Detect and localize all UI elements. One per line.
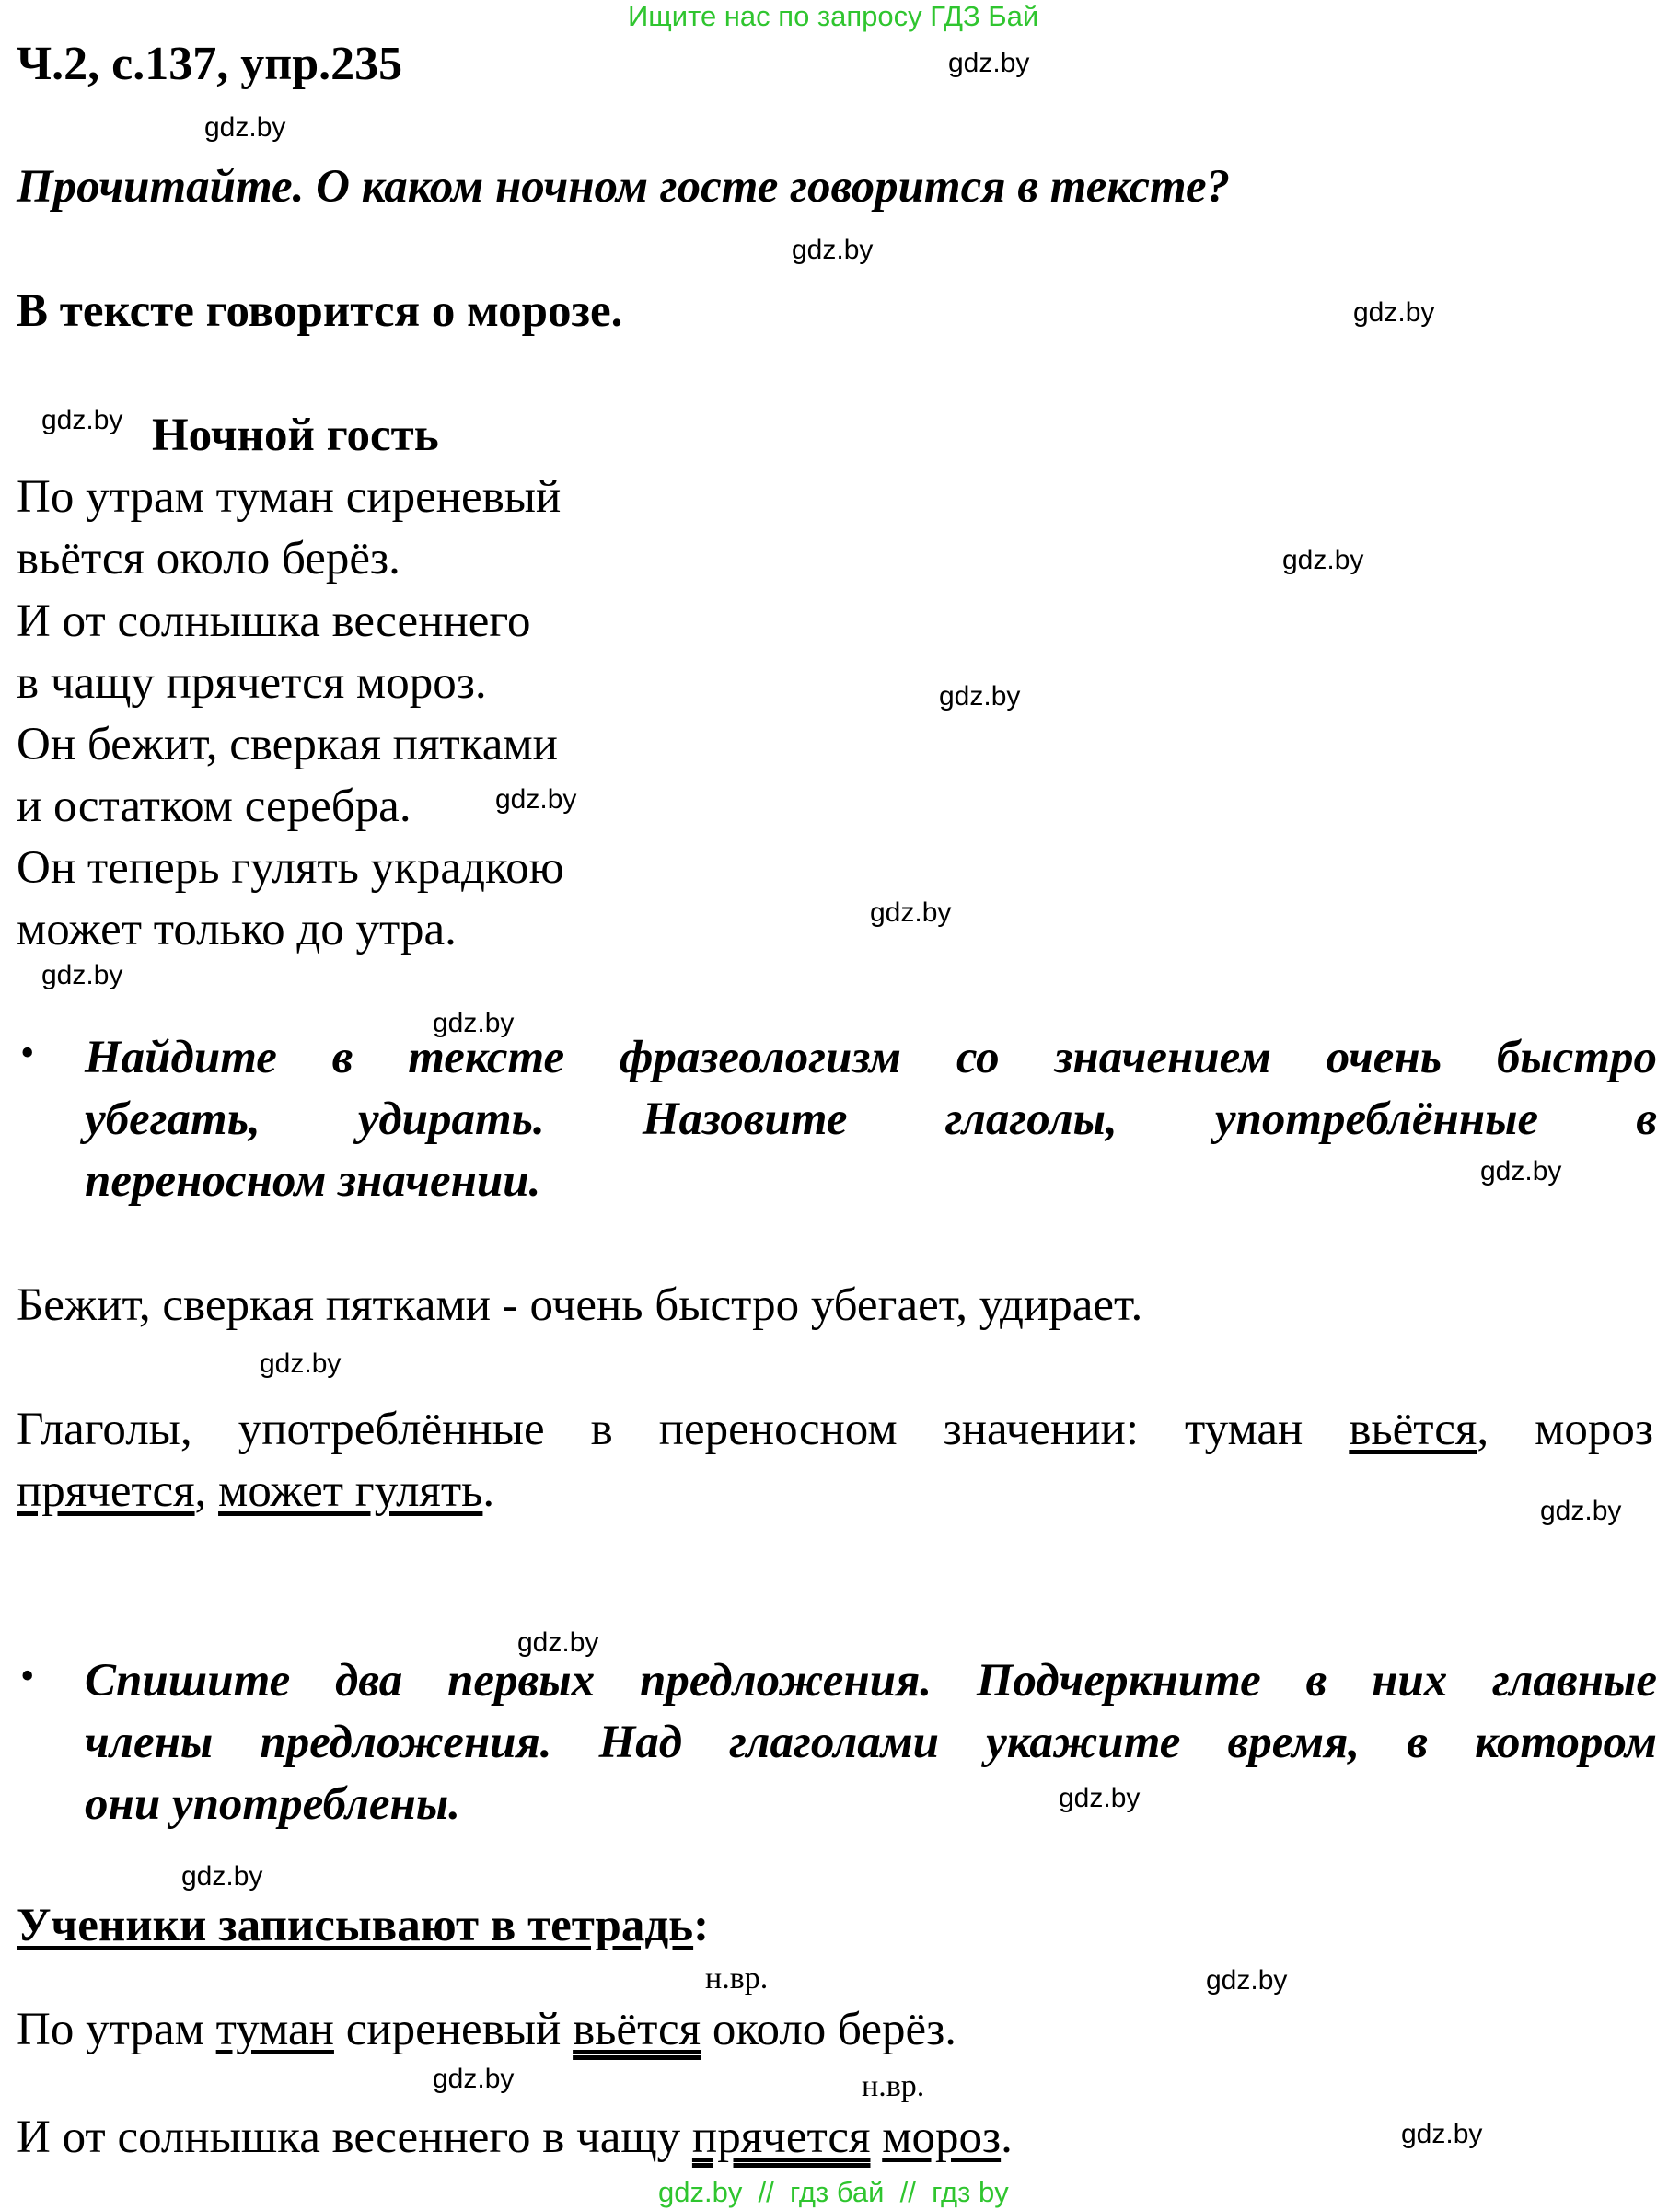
watermark: gdz.by: [1282, 545, 1364, 575]
watermark: gdz.by: [792, 235, 874, 265]
watermark: gdz.by: [204, 112, 286, 143]
heading-colon: :: [693, 1900, 710, 1951]
period: .: [482, 1465, 495, 1517]
subject: туман: [215, 2004, 334, 2055]
watermark: gdz.by: [181, 1861, 263, 1892]
watermark: gdz.by: [495, 784, 577, 815]
top-banner: Ищите нас по запросу ГДЗ Бай: [628, 0, 1039, 32]
watermark: gdz.by: [1540, 1496, 1622, 1526]
task-2-line: переносном значении.: [85, 1155, 541, 1207]
watermark: gdz.by: [1353, 297, 1435, 328]
watermark: gdz.by: [1206, 1965, 1288, 1996]
sentence-part: И от солнышка весеннего в чащу: [17, 2112, 692, 2163]
task-3-line: члены предложения. Над глаголами укажите время, в котором: [85, 1717, 1657, 1768]
poem-line: И от солнышка весеннего: [17, 596, 531, 647]
watermark: gdz.by: [41, 405, 123, 435]
sentence-part: сиреневый: [333, 2004, 574, 2055]
watermark: gdz.by: [41, 960, 123, 990]
sentence-2: [17, 2114, 1013, 2161]
watermark: gdz.by: [1480, 1156, 1562, 1186]
watermark: gdz.by: [433, 1008, 515, 1038]
task-3: [85, 1650, 1657, 1835]
bullet: •: [20, 1030, 35, 1075]
bullet: •: [20, 1653, 35, 1698]
task-3-line: Спишите два первых предложения. Подчеркните в них главные: [85, 1655, 1657, 1707]
poem-line: По утрам туман сиреневый: [17, 471, 562, 523]
poem-line: Он теперь гулять украдкою: [17, 842, 564, 894]
page-title: Ч.2, с.137, упр.235: [17, 38, 403, 90]
predicate: вьётся: [573, 2004, 701, 2055]
watermark: gdz.by: [1059, 1783, 1141, 1813]
answer-2-verbs: [17, 1406, 1653, 1453]
task-2-line: Найдите в тексте фразеологизм со значением очень быстро: [85, 1032, 1657, 1083]
answer-2-phraseologism: Бежит, сверкая пятками - очень быстро убегает, удирает.: [17, 1279, 1143, 1331]
tense-note: н.вр.: [862, 2069, 925, 2103]
watermark: gdz.by: [433, 2064, 515, 2094]
sentence-part: По утрам: [17, 2004, 216, 2055]
subject: мороз: [882, 2112, 1002, 2163]
heading-text: Ученики записывают в тетрадь: [17, 1900, 694, 1951]
verb-mozhet-gulyat: может гулять: [218, 1465, 483, 1517]
question-1: Прочитайте. О каком ночном госте говорится в тексте?: [17, 161, 1231, 213]
watermark: gdz.by: [260, 1348, 342, 1379]
tense-note: н.вр.: [705, 1961, 769, 1996]
watermark: gdz.by: [1401, 2119, 1483, 2149]
watermark: gdz.by: [517, 1627, 599, 1658]
poem-line: может только до утра.: [17, 904, 457, 955]
sentence-part: около берёз.: [701, 2004, 956, 2055]
watermark: gdz.by: [939, 681, 1021, 712]
verbs-intro: Глаголы, употреблённые в переносном значении: туман: [17, 1404, 1350, 1455]
answer-2-verbs-cont: [17, 1465, 495, 1517]
predicate: прячется: [691, 2112, 871, 2163]
task-3-line: они употреблены.: [85, 1778, 460, 1830]
poem-title: Ночной гость: [152, 410, 439, 461]
verb-pryachetsya: прячется: [17, 1465, 195, 1517]
poem-line: вьётся около берёз.: [17, 533, 400, 584]
sentence-1: [17, 2004, 956, 2055]
poem-line: Он бежит, сверкая пятками: [17, 719, 558, 770]
footer-links: gdz.by // гдз бай // гдз by: [658, 2176, 1009, 2208]
task-2: [85, 1027, 1657, 1212]
separator: , мороз: [1477, 1404, 1654, 1455]
separator: ,: [194, 1465, 219, 1517]
watermark: gdz.by: [948, 48, 1030, 78]
poem-line: в чащу прячется мороз.: [17, 657, 487, 709]
sentence-part: .: [1001, 2112, 1013, 2163]
poem-line: и остатком серебра.: [17, 781, 411, 832]
answer-3-heading: [17, 1900, 710, 1951]
answer-1: В тексте говорится о морозе.: [17, 285, 623, 337]
task-2-line: убегать, удирать. Назовите глаголы, употреблённые в: [85, 1093, 1657, 1145]
sentence-part: [870, 2112, 882, 2163]
watermark: gdz.by: [870, 897, 952, 928]
verb-vyotsya: вьётся: [1349, 1404, 1477, 1455]
